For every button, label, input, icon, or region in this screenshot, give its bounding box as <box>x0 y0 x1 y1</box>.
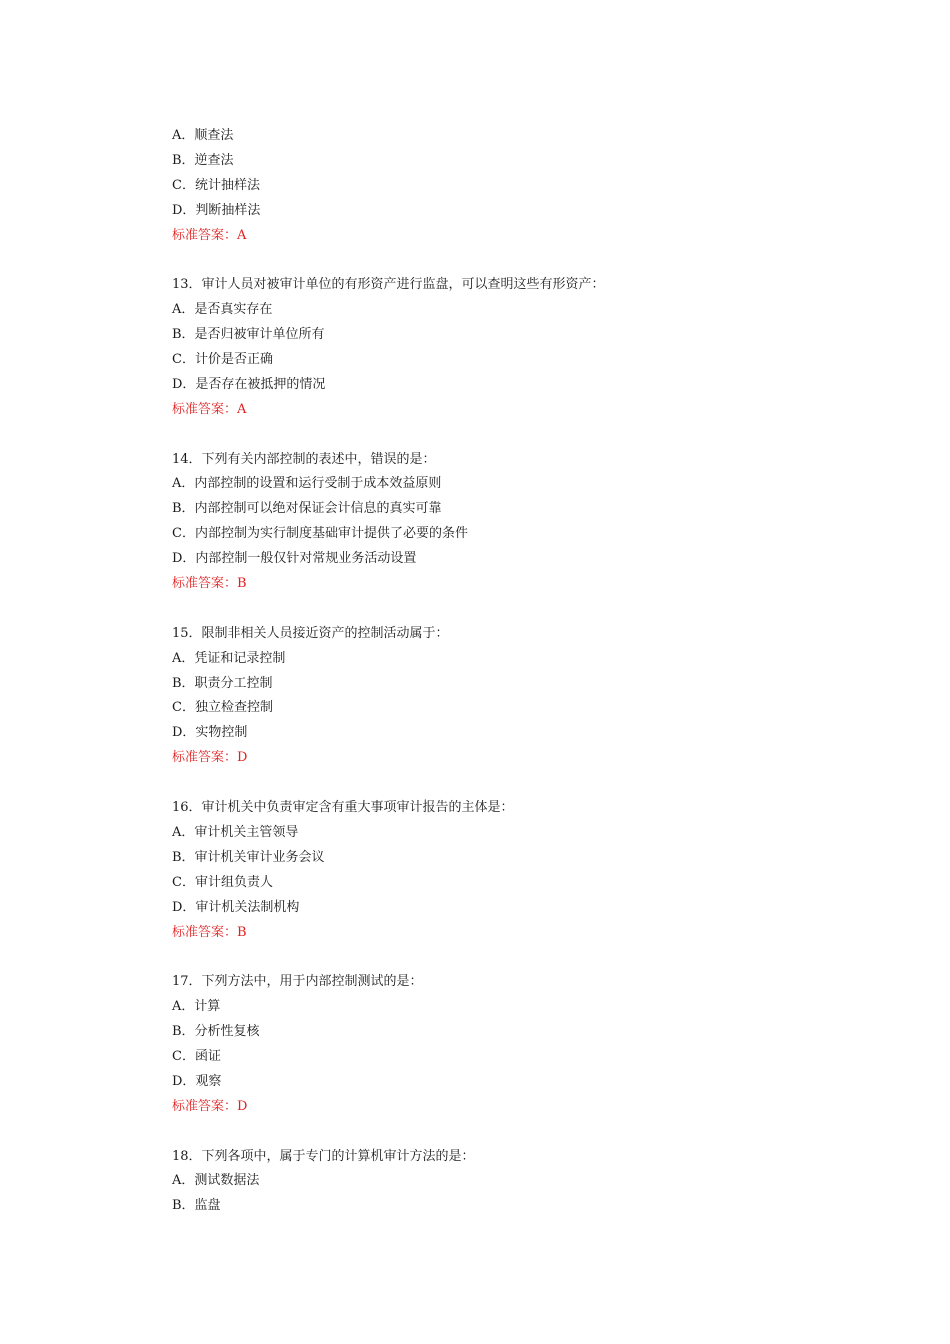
answer-prefix: 标准答案： <box>172 924 238 940</box>
answer-value: B <box>237 576 247 592</box>
standard-answer <box>172 572 792 597</box>
answer-prefix: 标准答案： <box>172 576 238 592</box>
option-b: B．分析性复核 <box>172 1024 260 1040</box>
standard-answer <box>172 224 792 249</box>
question-block-15 <box>172 622 792 771</box>
option-d: D．内部控制一般仅针对常规业务活动设置 <box>172 551 417 567</box>
option-b: B．逆查法 <box>172 152 234 168</box>
question-block-12 <box>172 124 792 248</box>
option-a: A．计算 <box>172 999 221 1015</box>
question-block-13 <box>172 273 792 422</box>
option-c: C．计价是否正确 <box>172 352 273 368</box>
option-a: A．是否真实存在 <box>172 302 273 318</box>
answer-value: A <box>237 401 247 417</box>
option-d: D．审计机关法制机构 <box>172 899 300 915</box>
option-b: B．职责分工控制 <box>172 675 273 691</box>
option-c: C．函证 <box>172 1048 221 1064</box>
option-c: C．审计组负责人 <box>172 874 273 890</box>
question-text: 15．限制非相关人员接近资产的控制活动属于： <box>172 625 449 641</box>
standard-answer <box>172 398 792 423</box>
question-text: 13．审计人员对被审计单位的有形资产进行监盘，可以查明这些有形资产： <box>172 277 605 293</box>
question-text: 17．下列方法中，用于内部控制测试的是： <box>172 974 423 990</box>
option-b: B．内部控制可以绝对保证会计信息的真实可靠 <box>172 501 442 517</box>
option-b: B．审计机关审计业务会议 <box>172 849 325 865</box>
option-d: D．是否存在被抵押的情况 <box>172 376 326 392</box>
option-a: A．审计机关主管领导 <box>172 824 299 840</box>
option-d: D．观察 <box>172 1073 222 1089</box>
question-text: 18．下列各项中，属于专门的计算机审计方法的是： <box>172 1148 475 1164</box>
standard-answer <box>172 1095 792 1120</box>
option-a: A．内部控制的设置和运行受制于成本效益原则 <box>172 476 442 492</box>
option-a: A．测试数据法 <box>172 1173 260 1189</box>
answer-value: D <box>237 750 248 766</box>
question-text: 16．审计机关中负责审定含有重大事项审计报告的主体是： <box>172 800 514 816</box>
option-c: C．内部控制为实行制度基础审计提供了必要的条件 <box>172 526 468 542</box>
question-block-17 <box>172 970 792 1119</box>
option-a: A．凭证和记录控制 <box>172 650 286 666</box>
exam-page <box>172 124 792 1219</box>
answer-value: A <box>237 227 247 243</box>
question-block-14 <box>172 448 792 597</box>
standard-answer <box>172 746 792 771</box>
answer-prefix: 标准答案： <box>172 750 238 766</box>
answer-value: D <box>237 1098 248 1114</box>
option-c: C．统计抽样法 <box>172 177 260 193</box>
answer-prefix: 标准答案： <box>172 401 238 417</box>
question-block-16 <box>172 796 792 945</box>
option-b: B．监盘 <box>172 1198 221 1214</box>
standard-answer <box>172 921 792 946</box>
answer-value: B <box>237 924 247 940</box>
answer-prefix: 标准答案： <box>172 227 238 243</box>
option-d: D．实物控制 <box>172 725 248 741</box>
option-b: B．是否归被审计单位所有 <box>172 327 325 343</box>
answer-prefix: 标准答案： <box>172 1098 238 1114</box>
question-text: 14．下列有关内部控制的表述中，错误的是： <box>172 451 436 467</box>
question-block-18 <box>172 1145 792 1220</box>
option-d: D．判断抽样法 <box>172 202 261 218</box>
option-c: C．独立检查控制 <box>172 700 273 716</box>
option-a: A．顺查法 <box>172 128 234 143</box>
